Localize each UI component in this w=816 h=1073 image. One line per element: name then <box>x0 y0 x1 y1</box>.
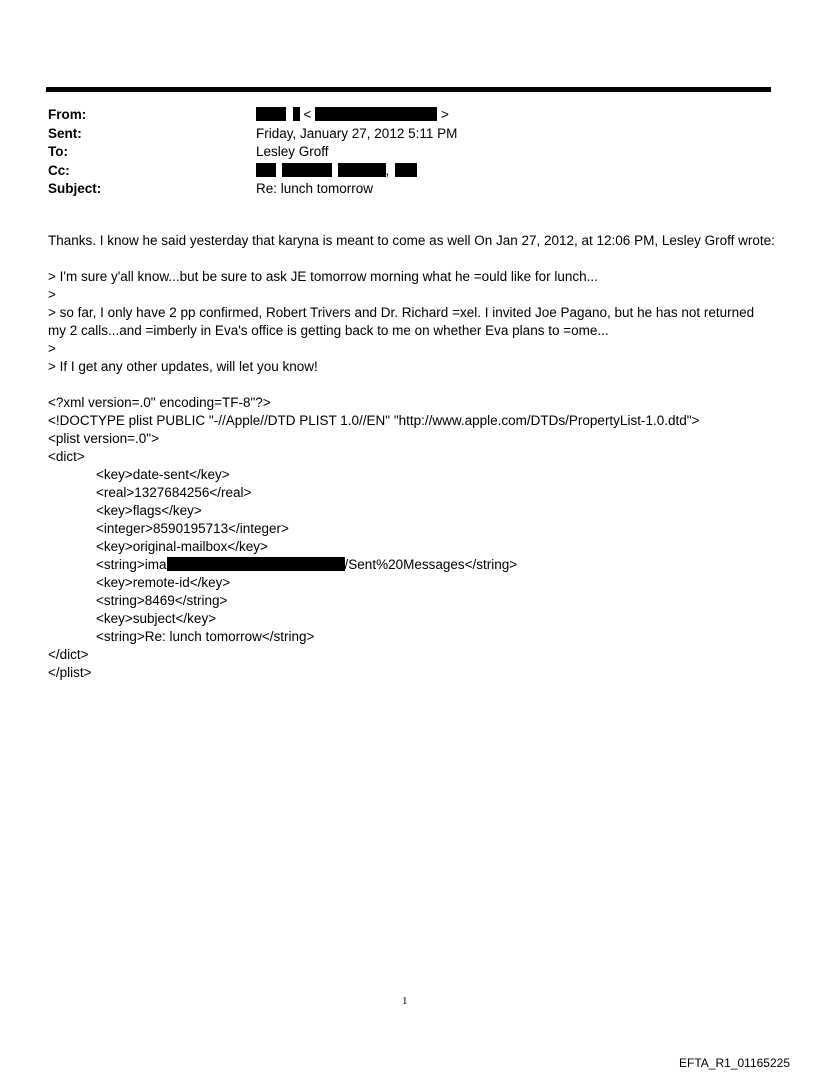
spacer <box>48 250 778 268</box>
plist-real-value: <real>1327684256</real> <box>96 485 252 500</box>
mailbox-prefix: <string>ima <box>96 557 167 572</box>
redaction-block <box>293 107 300 121</box>
to-label: To: <box>48 144 68 159</box>
plist-close: </plist> <box>48 665 92 680</box>
top-rule <box>46 87 771 92</box>
redaction-block <box>282 163 332 177</box>
cc-comma: , <box>385 162 390 178</box>
redaction-block <box>167 557 345 571</box>
quoted-line: > <box>48 287 56 302</box>
redaction-block <box>315 107 437 121</box>
quoted-line: > If I get any other updates, will let you know! <box>48 359 318 374</box>
cc-label: Cc: <box>48 162 70 178</box>
plist-doctype: <!DOCTYPE plist PUBLIC "-//Apple//DTD PLIST 1.0//EN" "http://www.apple.com/DTDs/PropertyList-1.0.dtd"> <box>48 413 700 428</box>
plist-key-original-mailbox: <key>original-mailbox</key> <box>96 539 268 554</box>
plist-key-subject: <key>subject</key> <box>96 611 217 626</box>
plist-key-date-sent: <key>date-sent</key> <box>96 467 230 482</box>
plist-xml-decl: <?xml version=.0" encoding=TF-8"?> <box>48 395 271 410</box>
plist-dict-close: </dict> <box>48 647 89 662</box>
from-gt: > <box>440 107 449 122</box>
plist-dict-open: <dict> <box>48 449 85 464</box>
quoted-line: my 2 calls...and =imberly in Eva's office is getting back to me on whether Eva plans to =ome... <box>48 323 609 338</box>
email-body <box>48 232 778 682</box>
sent-value: Friday, January 27, 2012 5:11 PM <box>256 125 458 141</box>
to-value: Lesley Groff <box>256 144 329 159</box>
spacer <box>48 376 778 394</box>
subject-value: Re: lunch tomorrow <box>256 181 374 196</box>
reply-text: Thanks. I know he said yesterday that karyna is meant to come as well On Jan 27, 2012, at 12:06 PM, Lesley Groff wrote: <box>48 233 775 248</box>
redaction-block <box>338 163 386 177</box>
plist-integer-value: <integer>8590195713</integer> <box>96 521 289 536</box>
plist-key-remote-id: <key>remote-id</key> <box>96 575 231 590</box>
quoted-line: > <box>48 341 56 356</box>
sent-label: Sent: <box>48 125 82 141</box>
subject-label: Subject: <box>48 181 102 196</box>
plist-key-flags: <key>flags</key> <box>96 503 202 518</box>
plist-mailbox-string <box>48 556 778 574</box>
redaction-block <box>256 107 286 121</box>
from-value <box>256 106 449 125</box>
cc-value <box>256 162 417 181</box>
from-lt: < <box>303 107 312 122</box>
plist-remote-id-value: <string>8469</string> <box>96 593 228 608</box>
document-id: EFTA_R1_01165225 <box>679 1056 790 1070</box>
page-number: 1 <box>402 995 408 1007</box>
redaction-block <box>256 163 276 177</box>
plist-open: <plist version=.0"> <box>48 431 159 446</box>
redaction-block <box>395 163 417 177</box>
quoted-line: > so far, I only have 2 pp confirmed, Robert Trivers and Dr. Richard =xel. I invited Joe Pagano, but he has not returned <box>48 305 755 320</box>
plist-subject-value: <string>Re: lunch tomorrow</string> <box>96 629 315 644</box>
mailbox-suffix: /Sent%20Messages</string> <box>344 557 518 572</box>
quoted-line: > I'm sure y'all know...but be sure to ask JE tomorrow morning what he =ould like for lunch... <box>48 269 598 284</box>
from-label: From: <box>48 107 87 122</box>
